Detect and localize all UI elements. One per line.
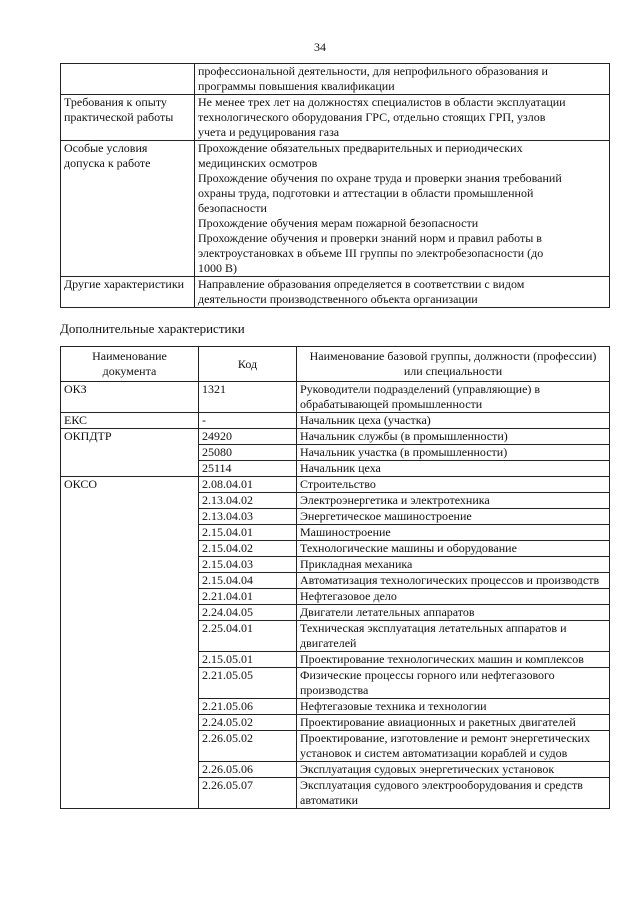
table-row [61,382,610,413]
code-cell: 2.21.05.05 [199,668,297,699]
table-row [61,64,610,95]
name-cell: Строительство [297,477,610,493]
document-cell: ОКСО [61,477,199,809]
column-header-name: Наименование базовой группы, должности (профессии) или специальности [297,347,610,382]
document-cell: ОКЗ [61,382,199,413]
row-label: Другие характеристики [61,277,195,308]
name-cell: Эксплуатация судового электрооборудования и средств автоматики [297,778,610,809]
code-cell: 2.26.05.06 [199,762,297,778]
row-label: Требования к опыту практической работы [61,95,195,141]
additional-characteristics-heading: Дополнительные характеристики [60,321,245,336]
name-cell: Проектирование, изготовление и ремонт энергетических установок и систем автоматизации кораблей и судов [297,731,610,762]
name-cell: Прикладная механика [297,557,610,573]
name-cell: Автоматизация технологических процессов и производств [297,573,610,589]
qualification-requirements-table [60,63,610,308]
column-header-document: Наименование документа [61,347,199,382]
name-cell: Эксплуатация судовых энергетических установок [297,762,610,778]
code-cell: 2.15.04.03 [199,557,297,573]
code-cell: 2.15.04.01 [199,525,297,541]
name-cell: Энергетическое машиностроение [297,509,610,525]
column-header-code: Код [199,347,297,382]
code-cell: 24920 [199,429,297,445]
name-cell: Машиностроение [297,525,610,541]
name-cell: Физические процессы горного или нефтегазового производства [297,668,610,699]
name-cell: Электроэнергетика и электротехника [297,493,610,509]
additional-characteristics-table [60,346,610,809]
document-cell: ОКПДТР [61,429,199,477]
name-cell: Начальник цеха [297,461,610,477]
row-value: Прохождение обязательных предварительных и периодических медицинских осмотров Прохождение обучения по охране труда и проверки знания требований охраны труда, подготовки и аттестации в области промышленной безопасности Прохождение обучения мерам пожарной безопасности Прохождение обучения и проверки знаний норм и правил работы в электроустановках в объеме III группы по электробезопасности (до 1000 В) [195,141,610,277]
table-row [61,95,610,141]
code-cell: 2.15.04.04 [199,573,297,589]
row-label [61,64,195,95]
table-row [61,413,610,429]
name-cell: Нефтегазовое дело [297,589,610,605]
code-cell: 2.15.04.02 [199,541,297,557]
code-cell: 25080 [199,445,297,461]
code-cell: 2.15.05.01 [199,652,297,668]
code-cell: 2.25.04.01 [199,621,297,652]
page-number: 34 [314,40,326,54]
name-cell: Технологические машины и оборудование [297,541,610,557]
table-row [61,477,610,493]
code-cell: 2.26.05.02 [199,731,297,762]
name-cell: Руководители подразделений (управляющие) в обрабатывающей промышленности [297,382,610,413]
name-cell: Начальник службы (в промышленности) [297,429,610,445]
code-cell: 2.26.05.07 [199,778,297,809]
code-cell: - [199,413,297,429]
code-cell: 2.21.05.06 [199,699,297,715]
code-cell: 2.24.05.02 [199,715,297,731]
table-row [61,277,610,308]
code-cell: 1321 [199,382,297,413]
table-row [61,141,610,277]
name-cell: Техническая эксплуатация летательных аппаратов и двигателей [297,621,610,652]
row-value: Направление образования определяется в соответствии с видом деятельности производственного объекта организации [195,277,610,308]
table-row [61,429,610,445]
name-cell: Проектирование технологических машин и комплексов [297,652,610,668]
table-header-row [61,347,610,382]
code-cell: 2.13.04.03 [199,509,297,525]
document-cell: ЕКС [61,413,199,429]
row-label: Особые условия допуска к работе [61,141,195,277]
row-value: профессиональной деятельности, для непрофильного образования и программы повышения квалификации [195,64,610,95]
name-cell: Начальник цеха (участка) [297,413,610,429]
name-cell: Проектирование авиационных и ракетных двигателей [297,715,610,731]
code-cell: 2.08.04.01 [199,477,297,493]
name-cell: Двигатели летательных аппаратов [297,605,610,621]
row-value: Не менее трех лет на должностях специалистов в области эксплуатации технологического оборудования ГРС, отдельно стоящих ГРП, узлов учета и редуцирования газа [195,95,610,141]
name-cell: Начальник участка (в промышленности) [297,445,610,461]
code-cell: 2.24.04.05 [199,605,297,621]
code-cell: 2.21.04.01 [199,589,297,605]
code-cell: 25114 [199,461,297,477]
name-cell: Нефтегазовые техника и технологии [297,699,610,715]
code-cell: 2.13.04.02 [199,493,297,509]
